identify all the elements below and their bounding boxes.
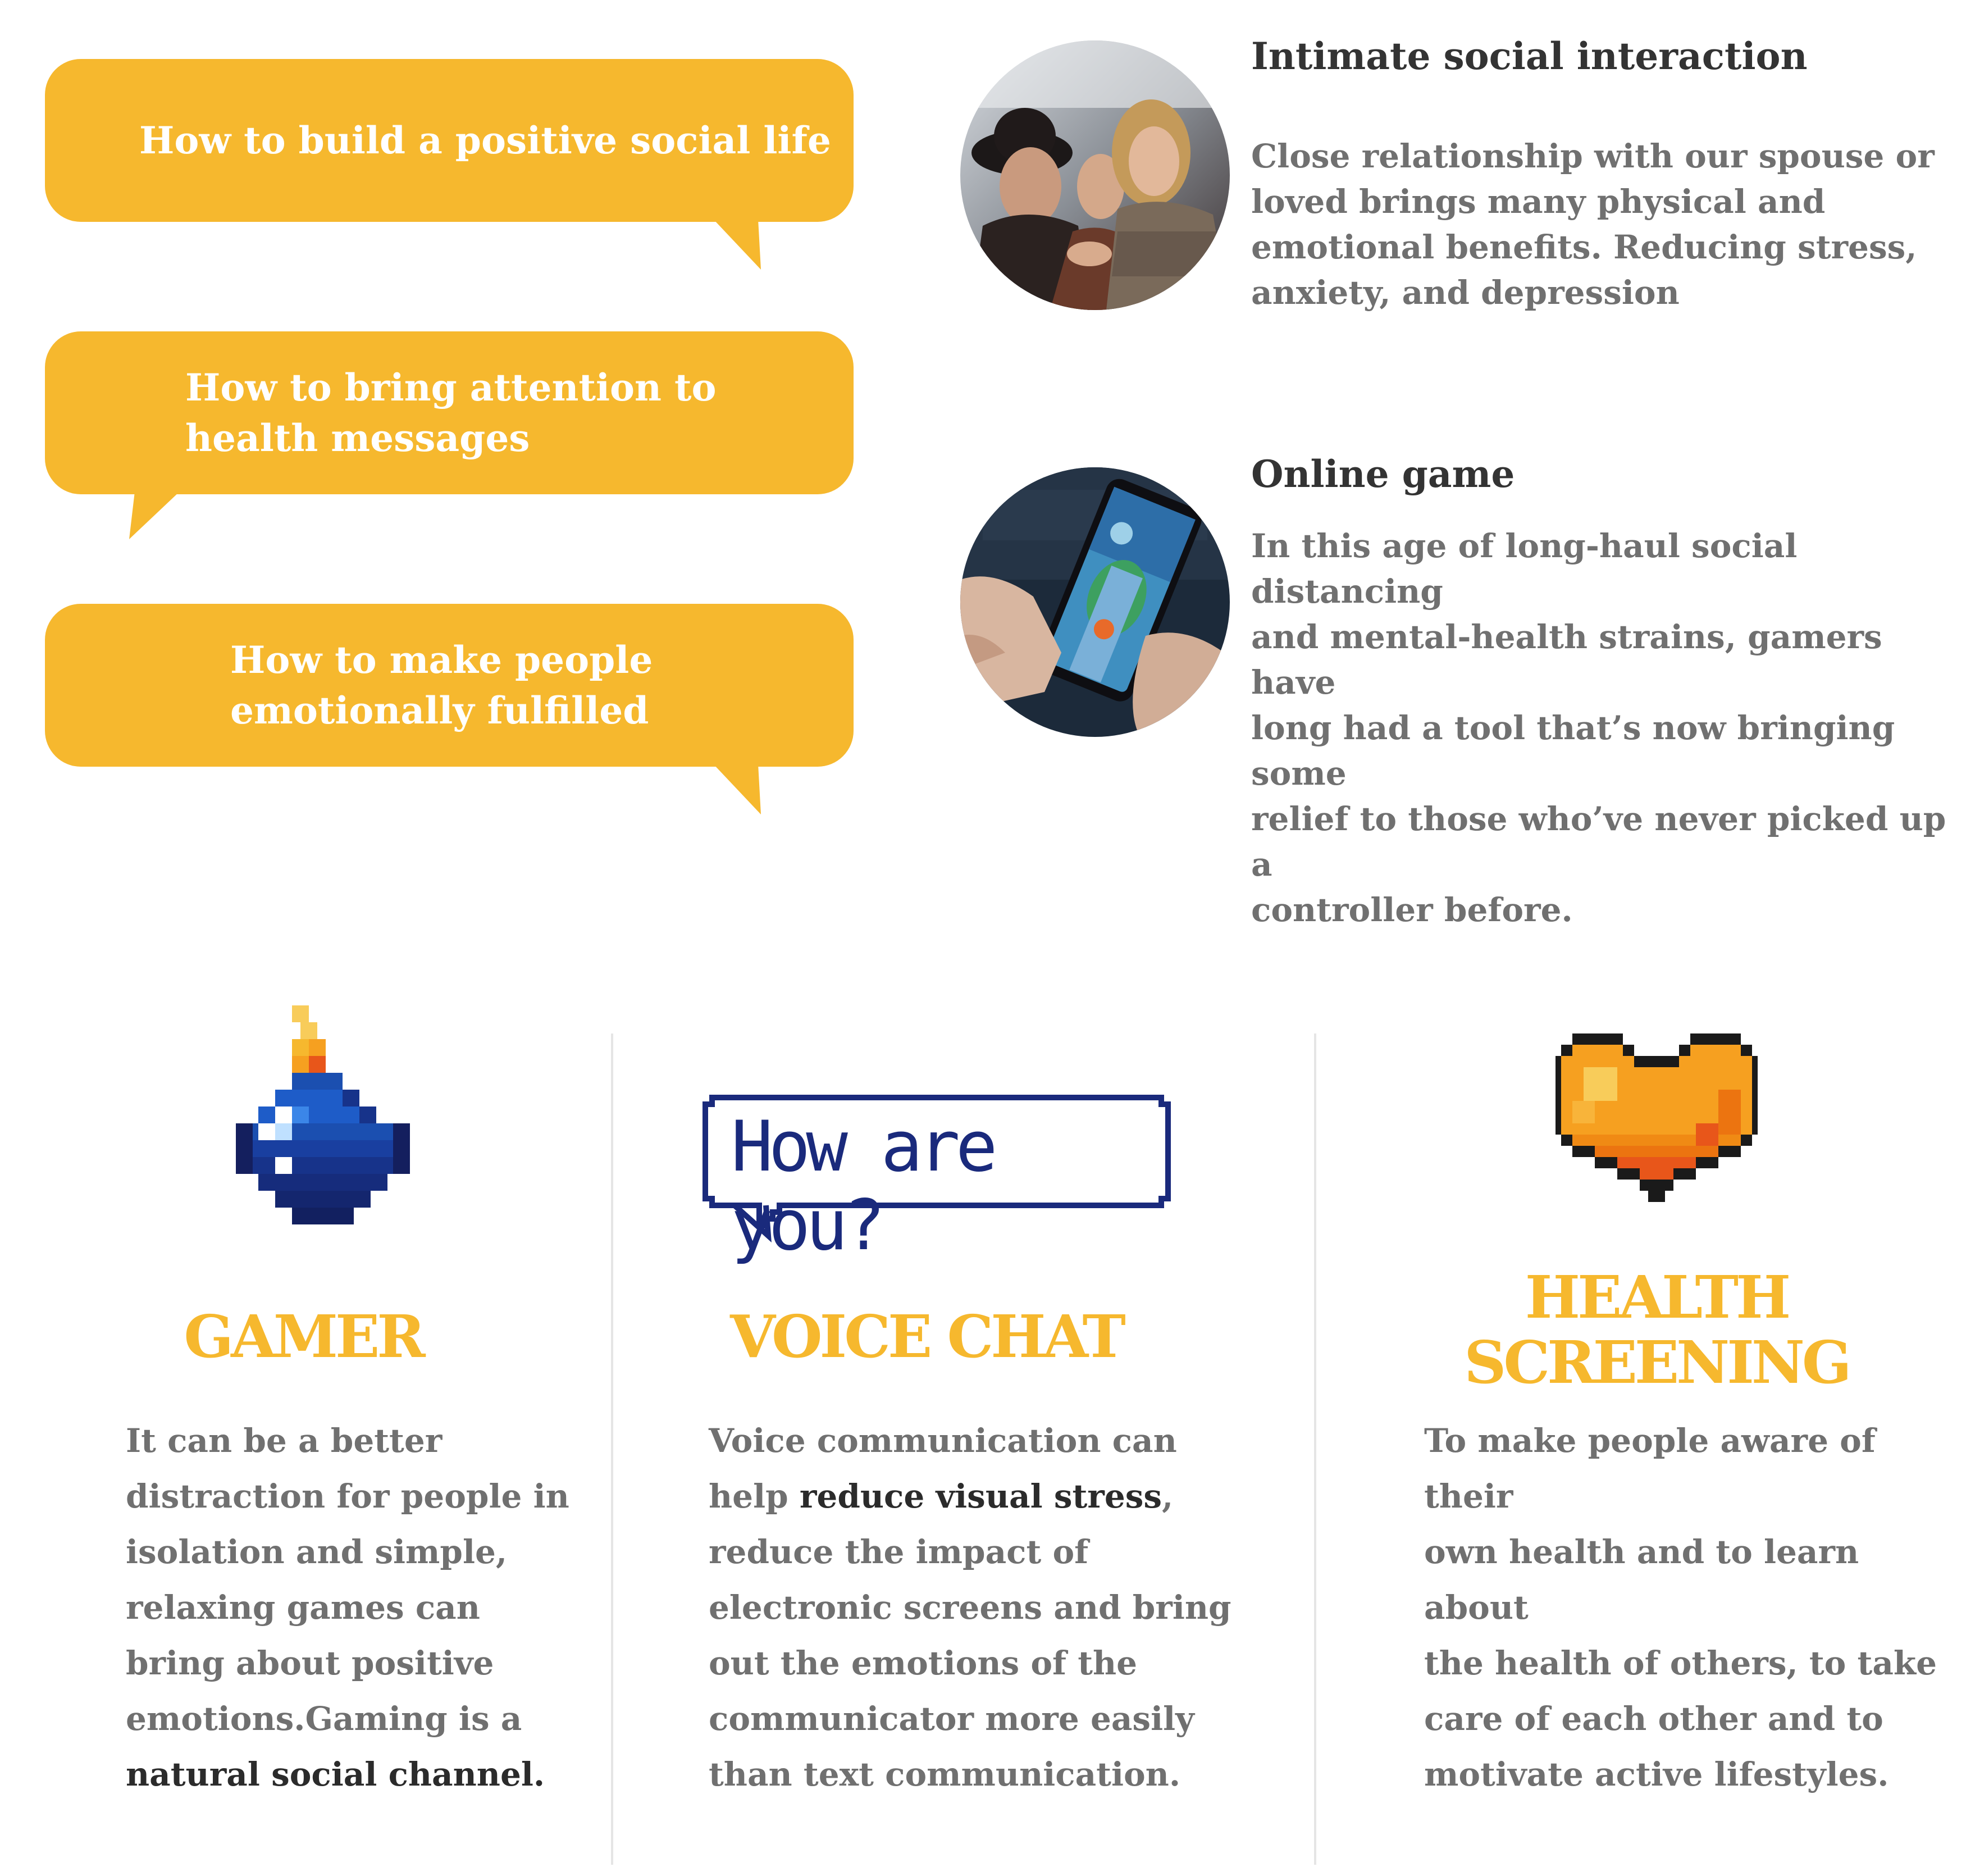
bubble-tail-icon <box>713 219 769 270</box>
column-divider <box>611 1033 613 1865</box>
question-text: How to build a positive social life <box>139 119 831 162</box>
question-text: How to bring attention to health messages <box>185 366 717 460</box>
pixel-speech-bubble-icon <box>695 1091 1178 1266</box>
speech-bubble-text: How are you? <box>731 1107 993 1266</box>
question-bubble-social-life <box>45 59 854 222</box>
question-text: How to make people emotionally fulfilled <box>230 638 653 732</box>
question-bubble-health-messages <box>45 331 854 494</box>
topic-body-online-game: In this age of long-haul social distancing and mental-health strains, gamers have long had a tool that’s now bringing some relief to those who’ve never picked up a controller before. <box>1251 527 1946 929</box>
friends-photo <box>960 40 1230 310</box>
bubble-tail-icon <box>713 764 769 814</box>
bubble-tail-icon <box>129 491 185 542</box>
topic-title-online-game: Online game <box>1251 452 1515 496</box>
pixel-bomb-icon <box>236 1005 410 1236</box>
topic-body-intimate: Close relationship with our spouse or loved brings many physical and emotional benefits. Reducing stress, anxiety, and depression <box>1251 137 1935 312</box>
health-screening-title: HEALTH SCREENING <box>1464 1263 1849 1397</box>
voice-chat-body: Voice communication can help reduce visual stress, reduce the impact of electronic screens and bring out the emotions of the communicator more easily than text communication. <box>709 1422 1231 1793</box>
topic-title-intimate: Intimate social interaction <box>1251 34 1808 78</box>
health-screening-body: To make people aware of their own health and to learn about the health of others, to take care of each other and to motivate active lifestyles. <box>1424 1422 1937 1793</box>
pixel-heart-icon <box>1556 1033 1758 1213</box>
question-bubble-emotionally-fulfilled <box>45 604 854 767</box>
gamer-title: GAMER <box>184 1302 423 1371</box>
mobile-game-photo <box>960 467 1230 737</box>
gamer-body: It can be a better distraction for people in isolation and simple, relaxing games can bring about positive emotions.Gaming is a natural social channel. <box>126 1422 569 1793</box>
column-divider <box>1314 1033 1316 1865</box>
voice-chat-title: VOICE CHAT <box>730 1302 1123 1371</box>
